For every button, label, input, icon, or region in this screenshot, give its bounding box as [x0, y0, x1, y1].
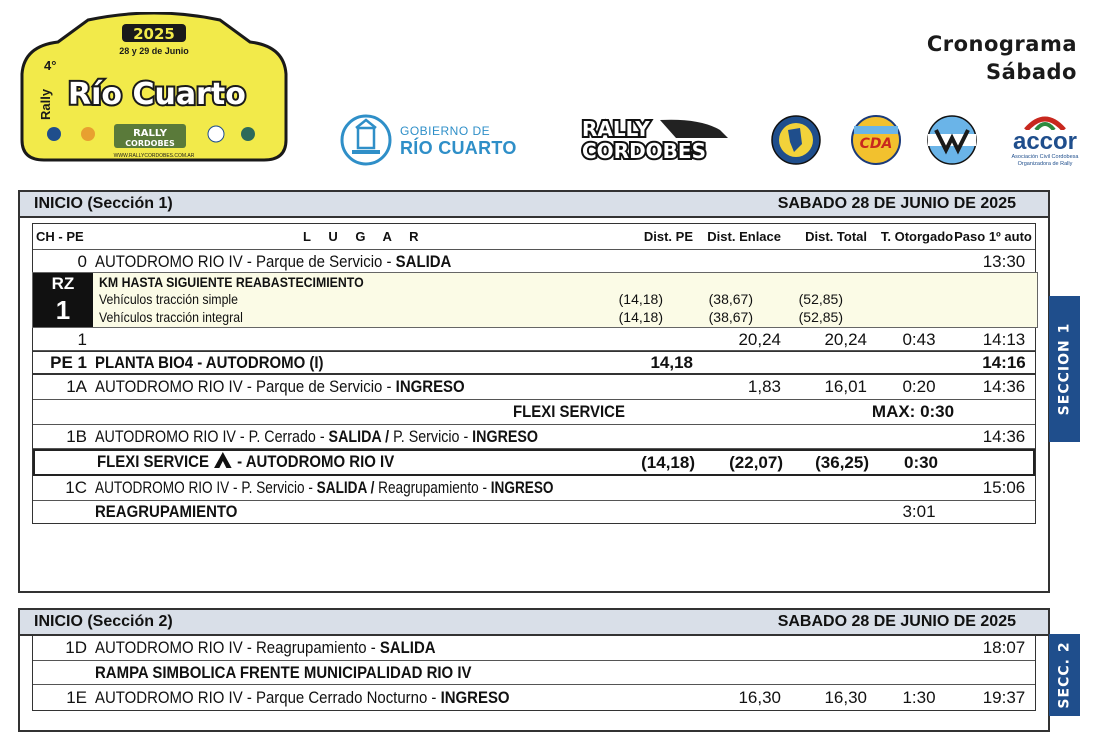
t-otorgado: 0:43 [902, 330, 936, 350]
chpe: 1B [66, 426, 87, 446]
lugar: REAGRUPAMIENTO [95, 502, 238, 522]
chpe: 1E [66, 687, 87, 707]
association-badge-icon [926, 114, 978, 166]
rz-number: 1 [55, 295, 71, 325]
col-lugar: L U G A R [303, 229, 426, 244]
t-otorgado: 0:30 [903, 452, 939, 472]
cda-badge-icon [850, 114, 902, 166]
plate-rally: Rally [38, 88, 53, 120]
cda-text: CDA [859, 136, 893, 152]
rz-badge [33, 273, 93, 327]
lugar: RAMPA SIMBOLICA FRENTE MUNICIPALIDAD RIO IV [95, 662, 472, 682]
lugar: FLEXI SERVICE [513, 401, 625, 421]
lugar: AUTODROMO RIO IV - Parque de Servicio - SALIDA [95, 251, 452, 271]
rc-line-2: CORDOBES [582, 139, 706, 163]
section-2-title: INICIO (Sección 2) [34, 613, 173, 630]
col-dist-total: Dist. Total [805, 229, 867, 244]
plate-dates: 28 y 29 de Junio [119, 46, 189, 56]
accor-sub-1: Asociación Civil Cordobesa [1011, 154, 1079, 160]
section-2-header [18, 608, 1050, 636]
lugar: AUTODROMO RIO IV - Reagrupamiento - SALIDA [95, 637, 436, 657]
lugar: PLANTA BIO4 - AUTODROMO (I) [95, 352, 324, 372]
paso: 18:07 [982, 637, 1026, 657]
chpe: 1A [66, 377, 87, 397]
svg-text:RALLY: RALLY [133, 128, 167, 139]
paso: 14:36 [982, 377, 1026, 397]
table-row [33, 636, 1035, 661]
dist-total: 16,30 [824, 687, 867, 707]
section-2-tab: SECC. 2 [1049, 634, 1080, 716]
section-1-date: SABADO 28 DE JUNIO DE 2025 [777, 195, 1016, 212]
dist-total: 16,01 [824, 377, 867, 397]
col-chpe: CH - PE [36, 229, 84, 244]
paso: 19:37 [982, 687, 1026, 707]
document-title [927, 30, 1077, 86]
rz-label: RZ [51, 274, 75, 293]
refuel-zone-block [32, 272, 1038, 328]
table-row [33, 685, 1035, 710]
col-t-otorgado: T. Otorgado [880, 229, 954, 244]
section-1-header [18, 190, 1050, 218]
table-row-ramp [33, 661, 1035, 686]
rc-line-1: RALLY [582, 117, 650, 141]
title-line-1: Cronograma [926, 32, 1077, 56]
rz-simple-dist-enlace: (38,67) [708, 291, 753, 307]
rz-simple-dist-pe: (14,18) [618, 291, 663, 307]
col-paso: Paso 1º auto [954, 229, 1032, 244]
t-otorgado: 3:01 [902, 502, 936, 522]
rz-integral-dist-pe: (14,18) [618, 309, 663, 325]
t-otorgado: 1:30 [902, 687, 936, 707]
table-row [33, 250, 1035, 275]
paso: 13:30 [982, 251, 1026, 271]
dist-total: (36,25) [815, 452, 869, 472]
rally-cordobes-logo [580, 116, 728, 164]
rally-plate-logo [18, 12, 290, 164]
dist-enlace: (22,07) [729, 452, 783, 472]
section-2-date: SABADO 28 DE JUNIO DE 2025 [777, 613, 1016, 630]
gobierno-line-1: GOBIERNO DE [400, 124, 491, 138]
chpe: 1 [77, 330, 87, 350]
lugar: AUTODROMO RIO IV - Parque de Servicio - INGRESO [95, 377, 465, 397]
dist-enlace: 16,30 [738, 687, 781, 707]
rz-integral-dist-enlace: (38,67) [708, 309, 753, 325]
plate-edition: 4° [44, 58, 57, 73]
col-dist-enlace: Dist. Enlace [707, 229, 781, 244]
table-row [33, 476, 1035, 501]
table-row [33, 375, 1035, 400]
flexi-a-icon [214, 452, 232, 473]
gobierno-rio-cuarto-logo [340, 114, 520, 166]
dist-enlace: 20,24 [738, 330, 781, 350]
club-badge-icon [770, 114, 822, 166]
column-headers [33, 224, 1035, 250]
chpe: 1D [65, 637, 87, 657]
accor-word: accor [1012, 128, 1078, 155]
lugar: AUTODROMO RIO IV - P. Servicio - SALIDA / Reagrupamiento - INGRESO [95, 478, 554, 498]
table-row-special-stage [33, 351, 1035, 376]
chpe: 0 [77, 251, 87, 271]
accor-sub-2: Organizadora de Rally [1017, 161, 1073, 167]
dist-pe: 14,18 [650, 352, 693, 372]
accor-logo [1000, 112, 1090, 174]
lugar: FLEXI SERVICE - AUTODROMO RIO IV [97, 451, 435, 474]
paso: 14:16 [982, 352, 1026, 372]
section-1-tab: SECCION 1 [1049, 296, 1080, 442]
chpe: 1C [65, 478, 87, 498]
rz-integral-label: Vehículos tracción integral [99, 309, 243, 325]
plate-website: WWW.RALLYCORDOBES.COM.AR [113, 153, 195, 159]
table-row-flexi-service [33, 400, 1035, 425]
dist-total: 20,24 [824, 330, 867, 350]
title-line-2: Sábado [986, 60, 1077, 84]
paso: 14:36 [982, 426, 1026, 446]
dist-pe: (14,18) [641, 452, 695, 472]
section-1-title: INICIO (Sección 1) [34, 195, 173, 212]
chpe: PE 1 [50, 352, 87, 372]
dist-enlace: 1,83 [747, 377, 781, 397]
table-row-flexi-service-a [33, 449, 1035, 476]
paso: 14:13 [982, 330, 1026, 350]
t-otorgado: MAX: 0:30 [871, 401, 955, 421]
rz-title: KM HASTA SIGUIENTE REABASTECIMIENTO [99, 274, 364, 290]
lugar: AUTODROMO RIO IV - P. Cerrado - SALIDA / P. Servicio - INGRESO [95, 426, 539, 446]
plate-name: Río Cuarto [68, 77, 246, 112]
col-dist-pe: Dist. PE [643, 229, 693, 244]
table-row [33, 425, 1035, 450]
rz-integral-dist-total: (52,85) [798, 309, 843, 325]
table-row-regroup [33, 501, 1035, 523]
plate-year: 2025 [133, 25, 175, 43]
rz-simple-dist-total: (52,85) [798, 291, 843, 307]
section-1-table [32, 223, 1036, 524]
rz-simple-label: Vehículos tracción simple [99, 291, 239, 307]
lugar: AUTODROMO RIO IV - Parque Cerrado Nocturno - INGRESO [95, 687, 510, 707]
svg-text:CORDOBES: CORDOBES [125, 139, 175, 148]
paso: 15:06 [982, 478, 1026, 498]
section-2-table [32, 636, 1036, 711]
t-otorgado: 0:20 [902, 377, 936, 397]
gobierno-line-2: RÍO CUARTO [400, 138, 517, 158]
table-row [33, 331, 1035, 351]
